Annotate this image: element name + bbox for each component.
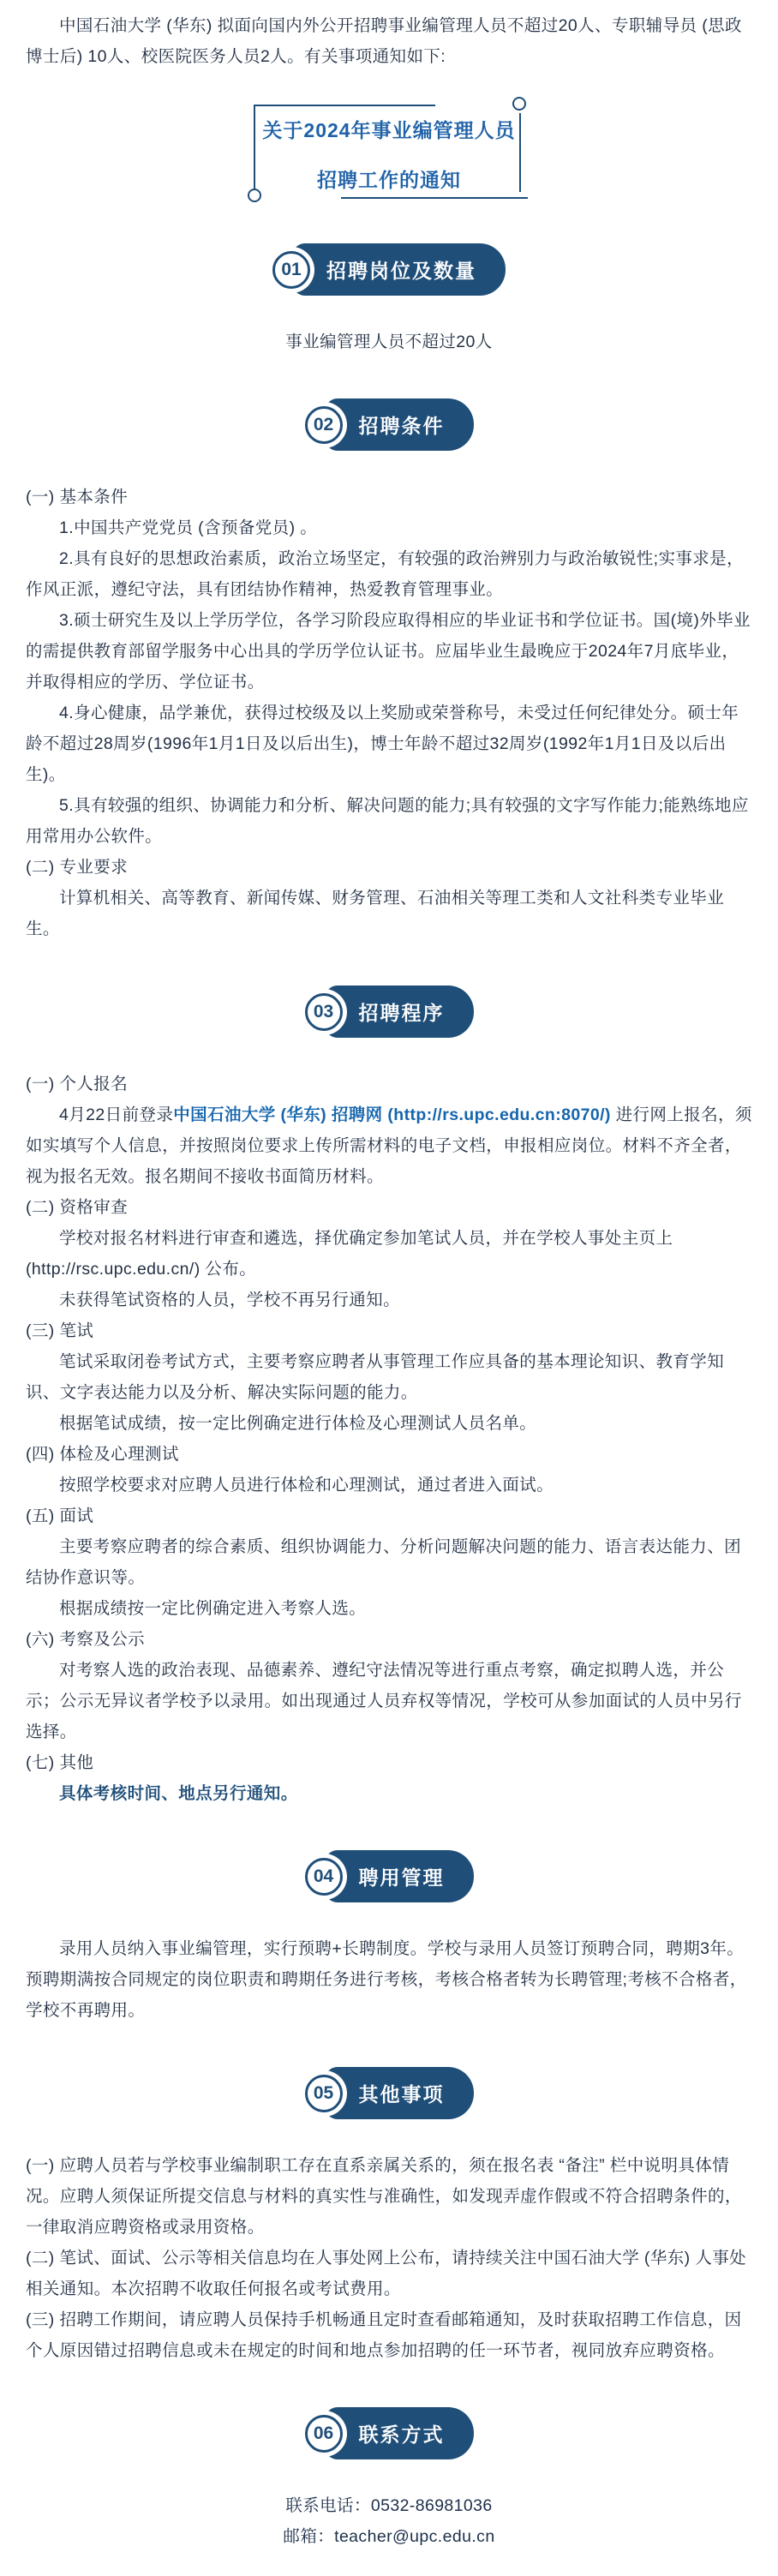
paragraph: 未获得笔试资格的人员，学校不再另行通知。	[59, 1291, 401, 1309]
apply-suffix: 进行网上报名，须如实填写个人信息，并按照岗位要求上传所需材料的电子文档，申报相应岗位。材料不齐全者，视为报名无效。报名期间不接收书面简历材料。	[26, 1105, 752, 1186]
section-heading-04: 聘用管理	[325, 1850, 474, 1902]
paragraph: 根据成绩按一定比例确定进入考察人选。	[59, 1599, 367, 1618]
paragraph: 1.中国共产党党员 (含预备党员) 。	[59, 518, 318, 537]
positions-summary: 事业编管理人员不超过20人	[285, 332, 493, 351]
paragraph: (一) 应聘人员若与学校事业编制职工存在直系亲属关系的，须在报名表 “备注” 栏中说明具体情况。应聘人须保证所提交信息与材料的真实性与准确性，如发现弄虚作假或不符合招聘条件的，一律取消应聘资格或录用资格。	[26, 2156, 742, 2237]
section-badge-05	[305, 2067, 474, 2119]
paragraph: (二) 专业要求	[26, 858, 129, 877]
badge-number-06: 06	[305, 2415, 343, 2453]
paragraph: 录用人员纳入事业编管理，实行预聘+长聘制度。学校与录用人员签订预聘合同，聘期3年。预聘期满按合同规定的岗位职责和聘期任务进行考核，考核合格者转为长聘管理;考核不合格者，学校不再聘用。	[26, 1939, 747, 2020]
notice-title-line2: 招聘工作的通知	[317, 169, 461, 191]
apply-prefix: 4月22日前登录	[59, 1105, 174, 1124]
frame-circle-top-right	[512, 97, 526, 111]
intro-paragraph: 中国石油大学 (华东) 拟面向国内外公开招聘事业编管理人员不超过20人、专职辅导员 (思政博士后) 10人、校医院医务人员2人。有关事项通知如下:	[26, 16, 742, 66]
schedule-notice: 具体考核时间、地点另行通知。	[59, 1784, 298, 1803]
frame-top-line	[254, 105, 435, 106]
section-heading-06: 联系方式	[325, 2407, 474, 2459]
badge-number-03: 03	[305, 993, 343, 1031]
section-badge-02	[305, 398, 474, 451]
badge-number-05: 05	[305, 2075, 343, 2112]
badge-number-04: 04	[305, 1858, 343, 1896]
paragraph: (三) 招聘工作期间，请应聘人员保持手机畅通且定时查看邮箱通知，及时获取招聘工作信息，因个人原因错过招聘信息或未在规定的时间和地点参加招聘的任一环节者，视同放弃应聘资格。	[26, 2310, 742, 2360]
notice-title-line1: 关于2024年事业编管理人员	[262, 119, 516, 141]
paragraph: (一) 个人报名	[26, 1075, 129, 1093]
paragraph: (一) 基本条件	[26, 488, 129, 506]
recruitment-site-url: 中国石油大学 (华东) 招聘网 (http://rs.upc.edu.cn:8070/)	[173, 1105, 616, 1124]
section-badge-06	[305, 2407, 474, 2459]
section-badge-04	[305, 1850, 474, 1902]
paragraph: 3.硕士研究生及以上学历学位，各学习阶段应取得相应的毕业证书和学位证书。国(境)外毕业的需提供教育部留学服务中心出具的学历学位认证书。应届毕业生最晚应于2024年7月底毕业，并取得相应的学历、学位证书。	[26, 611, 751, 692]
paragraph: 4.身心健康，品学兼优，获得过校级及以上奖励或荣誉称号，未受过任何纪律处分。硕士年龄不超过28周岁(1996年1月1日及以后出生)，博士年龄不超过32周岁(1992年1月1日及以后出生)。	[26, 704, 739, 784]
paragraph: (五) 面试	[26, 1507, 94, 1525]
paragraph: 笔试采取闭卷考试方式，主要考察应聘者从事管理工作应具备的基本理论知识、教育学知识、文字表达能力以及分析、解决实际问题的能力。	[26, 1352, 725, 1402]
contact-email: 邮箱：teacher@upc.edu.cn	[283, 2527, 495, 2546]
paragraph: (六) 考察及公示	[26, 1630, 146, 1649]
paragraph: (三) 笔试	[26, 1321, 94, 1340]
paragraph: (二) 笔试、面试、公示等相关信息均在人事处网上公布，请持续关注中国石油大学 (华东) 人事处相关通知。本次招聘不收取任何报名或考试费用。	[26, 2249, 747, 2298]
section-heading-01: 招聘岗位及数量	[292, 243, 506, 296]
paragraph: (二) 资格审查	[26, 1198, 129, 1217]
paragraph: 对考察人选的政治表现、品德素养、遵纪守法情况等进行重点考察，确定拟聘人选，并公示；公示无异议者学校予以录用。如出现通过人员弃权等情况，学校可从参加面试的人员中另行选择。	[26, 1661, 742, 1741]
paragraph: 主要考察应聘者的综合素质、组织协调能力、分析问题解决问题的能力、语言表达能力、团结协作意识等。	[26, 1537, 742, 1587]
paragraph: 计算机相关、高等教育、新闻传媒、财务管理、石油相关等理工类和人文社科类专业毕业生。	[26, 889, 725, 938]
section-badge-03	[305, 985, 474, 1038]
paragraph: 2.具有良好的思想政治素质，政治立场坚定，有较强的政治辨别力与政治敏锐性;实事求是，作风正派，遵纪守法，具有团结协作精神，热爱教育管理事业。	[26, 549, 744, 599]
paragraph: 按照学校要求对应聘人员进行体检和心理测试，通过者进入面试。	[59, 1476, 554, 1495]
paragraph: 根据笔试成绩，按一定比例确定进行体检及心理测试人员名单。	[59, 1414, 537, 1433]
contact-phone: 联系电话：0532-86981036	[285, 2496, 493, 2515]
paragraph: (七) 其他	[26, 1753, 94, 1772]
paragraph: (四) 体检及心理测试	[26, 1445, 179, 1464]
badge-number-02: 02	[305, 406, 343, 444]
notice-title-frame	[254, 101, 524, 202]
section-heading-05: 其他事项	[325, 2067, 474, 2119]
paragraph: 学校对报名材料进行审查和遴选，择优确定参加笔试人员，并在学校人事处主页上 (http://rsc.upc.edu.cn/) 公布。	[26, 1229, 673, 1279]
section-heading-02: 招聘条件	[325, 398, 474, 451]
frame-bottom-line	[341, 197, 528, 199]
badge-number-01: 01	[272, 251, 310, 289]
paragraph-apply	[26, 1099, 752, 1192]
paragraph: 5.具有较强的组织、协调能力和分析、解决问题的能力;具有较强的文字写作能力;能熟练地应用常用办公软件。	[26, 796, 749, 846]
section-badge-01	[272, 243, 506, 296]
section-heading-03: 招聘程序	[325, 985, 474, 1038]
